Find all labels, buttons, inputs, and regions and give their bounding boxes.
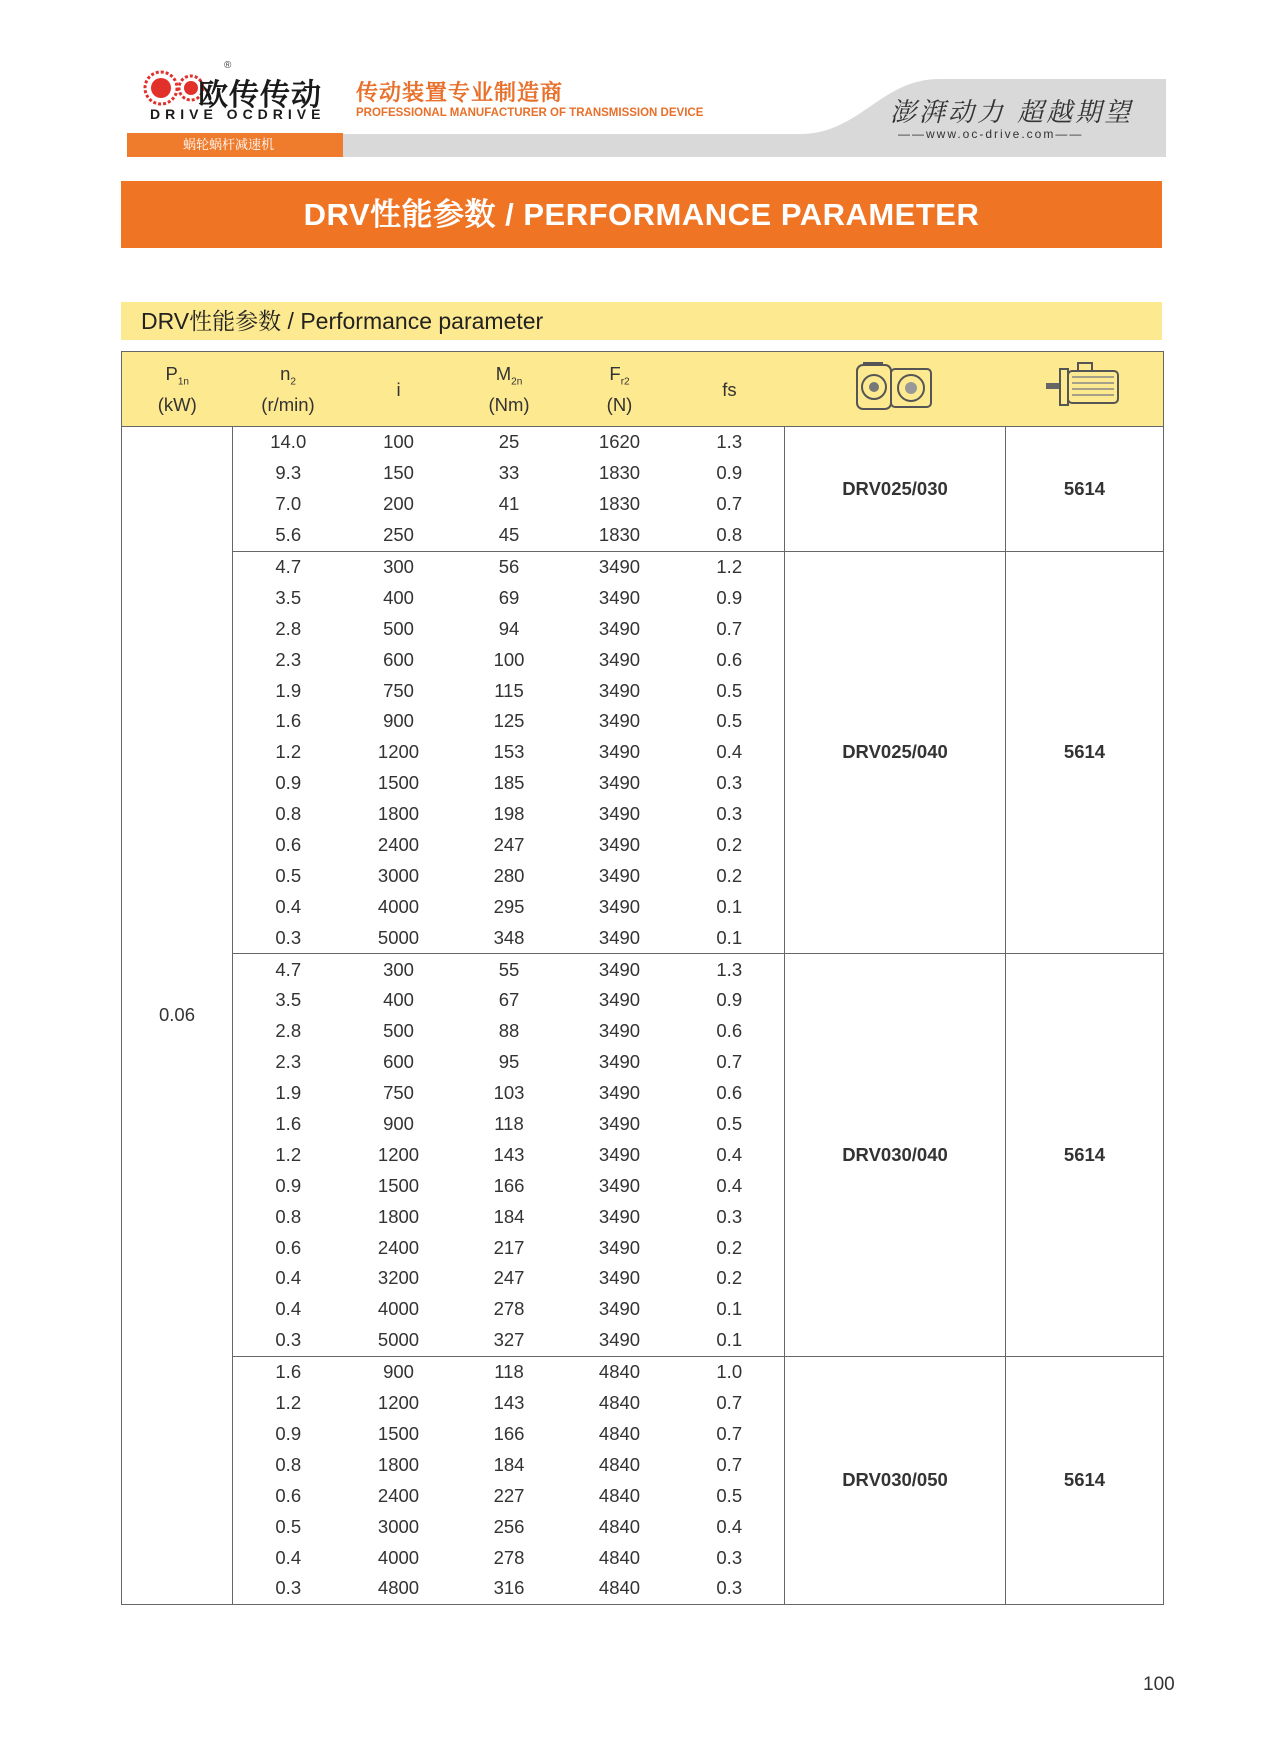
- radial-force-cell: 3490: [565, 1325, 675, 1356]
- motor-code-cell: 5614: [1006, 1356, 1164, 1604]
- torque-cell: 184: [493, 1205, 525, 1227]
- torque-cell: 56: [454, 551, 565, 582]
- page-number: 100: [1143, 1674, 1175, 1695]
- model-cell: DRV030/040: [785, 954, 1006, 1357]
- ratio-cell: 4800: [344, 1573, 454, 1604]
- ratio-cell: 1200: [377, 741, 420, 763]
- service-factor-cell: 0.3: [716, 772, 743, 794]
- torque-cell: 316: [454, 1573, 565, 1604]
- ratio-cell: 500: [383, 617, 414, 639]
- torque-cell: 247: [493, 834, 525, 856]
- service-factor-cell: 0.3: [716, 1205, 743, 1227]
- input-speed-cell: 0.3: [233, 1573, 344, 1604]
- ratio-cell: 250: [344, 520, 454, 551]
- ratio-cell: 300: [344, 551, 454, 582]
- input-speed-cell: 0.3: [233, 1325, 344, 1356]
- input-speed-cell: 0.6: [275, 834, 302, 856]
- service-factor-cell: 1.3: [675, 954, 785, 985]
- input-speed-cell: 1.6: [275, 710, 302, 732]
- radial-force-cell: 3490: [598, 741, 641, 763]
- torque-cell: 217: [493, 1236, 525, 1258]
- radial-force-cell: 1830: [598, 493, 641, 515]
- brand-name-en: DRIVE OCDRIVE: [150, 106, 326, 122]
- table-row: [122, 1356, 1164, 1387]
- service-factor-cell: 0.9: [716, 989, 743, 1011]
- input-speed-cell: 0.6: [275, 1236, 302, 1258]
- torque-cell: 125: [493, 710, 525, 732]
- torque-cell: 295: [493, 895, 525, 917]
- radial-force-cell: 4840: [598, 1546, 641, 1568]
- input-speed-cell: 4.7: [233, 551, 344, 582]
- ratio-cell: 1200: [377, 1392, 420, 1414]
- performance-table: [121, 351, 1164, 1605]
- input-speed-cell: 0.8: [275, 1453, 302, 1475]
- torque-cell: 143: [493, 1392, 525, 1414]
- radial-force-cell: 3490: [598, 586, 641, 608]
- torque-cell: 88: [498, 1020, 520, 1042]
- radial-force-cell: 3490: [598, 710, 641, 732]
- service-factor-cell: 0.7: [716, 493, 743, 515]
- table-body: [122, 427, 1164, 1605]
- ratio-cell: 900: [383, 710, 414, 732]
- ratio-cell: 600: [383, 1051, 414, 1073]
- radial-force-cell: 4840: [565, 1356, 675, 1387]
- torque-cell: 33: [498, 462, 520, 484]
- input-speed-cell: 9.3: [275, 462, 302, 484]
- radial-force-cell: 3490: [598, 1113, 641, 1135]
- service-factor-cell: 0.7: [716, 1051, 743, 1073]
- input-speed-cell: 0.6: [275, 1484, 302, 1506]
- ratio-cell: 100: [344, 427, 454, 458]
- input-speed-cell: 14.0: [233, 427, 344, 458]
- header-power: $P_{1n}$ (kW): [122, 352, 233, 427]
- ratio-cell: 4000: [377, 1298, 420, 1320]
- service-factor-cell: 0.5: [716, 1113, 743, 1135]
- ratio-cell: 1500: [377, 1174, 420, 1196]
- radial-force-cell: 4840: [598, 1484, 641, 1506]
- radial-force-cell: 3490: [598, 1174, 641, 1196]
- brand-name-cn: 欧传传动: [198, 79, 322, 112]
- input-speed-cell: 2.3: [275, 1051, 302, 1073]
- input-speed-cell: 1.6: [275, 1113, 302, 1135]
- input-speed-cell: 1.9: [275, 679, 302, 701]
- radial-force-cell: 1830: [565, 520, 675, 551]
- radial-force-cell: 3490: [598, 895, 641, 917]
- service-factor-cell: 0.5: [716, 710, 743, 732]
- input-speed-cell: 2.8: [275, 617, 302, 639]
- radial-force-cell: 3490: [598, 1082, 641, 1104]
- radial-force-cell: 3490: [565, 922, 675, 953]
- service-factor-cell: 0.2: [716, 834, 743, 856]
- service-factor-cell: 1.3: [675, 427, 785, 458]
- model-cell: DRV025/040: [785, 551, 1006, 954]
- service-factor-cell: 0.1: [675, 922, 785, 953]
- header-gearbox-image: [785, 352, 1006, 427]
- header-ratio: i: [344, 352, 454, 427]
- tagline-en: PROFESSIONAL MANUFACTURER OF TRANSMISSION DEVICE: [356, 107, 704, 119]
- service-factor-cell: 0.2: [716, 1267, 743, 1289]
- radial-force-cell: 3490: [598, 1205, 641, 1227]
- ratio-cell: 750: [383, 679, 414, 701]
- ratio-cell: 3000: [377, 864, 420, 886]
- radial-force-cell: 3490: [598, 772, 641, 794]
- service-factor-cell: 0.2: [716, 1236, 743, 1258]
- torque-cell: 118: [454, 1356, 565, 1387]
- torque-cell: 247: [493, 1267, 525, 1289]
- page-title-banner: DRV性能参数 / PERFORMANCE PARAMETER: [121, 181, 1162, 248]
- ratio-cell: 400: [383, 989, 414, 1011]
- radial-force-cell: 3490: [598, 617, 641, 639]
- service-factor-cell: 0.4: [716, 741, 743, 763]
- motor-code-cell: 5614: [1006, 427, 1164, 552]
- service-factor-cell: 0.8: [675, 520, 785, 551]
- input-speed-cell: 0.9: [275, 772, 302, 794]
- header-radial-force: $F_{r2}$ (N): [565, 352, 675, 427]
- input-speed-cell: 0.8: [275, 803, 302, 825]
- service-factor-cell: 0.7: [716, 617, 743, 639]
- radial-force-cell: 3490: [598, 1143, 641, 1165]
- input-speed-cell: 5.6: [233, 520, 344, 551]
- table-header-row: [122, 352, 1164, 427]
- input-speed-cell: 7.0: [275, 493, 302, 515]
- service-factor-cell: 0.3: [675, 1573, 785, 1604]
- radial-force-cell: 1620: [565, 427, 675, 458]
- ratio-cell: 1200: [377, 1143, 420, 1165]
- registered-mark: ®: [224, 60, 232, 71]
- service-factor-cell: 0.1: [675, 1325, 785, 1356]
- radial-force-cell: 4840: [598, 1392, 641, 1414]
- input-speed-cell: 0.4: [275, 1546, 302, 1568]
- torque-cell: 166: [493, 1422, 525, 1444]
- input-speed-cell: 0.4: [275, 1267, 302, 1289]
- ratio-cell: 150: [383, 462, 414, 484]
- ratio-cell: 5000: [344, 922, 454, 953]
- ratio-cell: 2400: [377, 1236, 420, 1258]
- torque-cell: 153: [493, 741, 525, 763]
- torque-cell: 118: [494, 1113, 524, 1135]
- radial-force-cell: 3490: [598, 834, 641, 856]
- input-speed-cell: 0.9: [275, 1174, 302, 1196]
- input-speed-cell: 3.5: [275, 586, 302, 608]
- service-factor-cell: 0.3: [716, 1546, 743, 1568]
- radial-force-cell: 3490: [598, 1051, 641, 1073]
- torque-cell: 41: [498, 493, 520, 515]
- input-speed-cell: 0.4: [275, 895, 302, 917]
- ratio-cell: 2400: [377, 1484, 420, 1506]
- torque-cell: 278: [493, 1546, 525, 1568]
- header-input-speed: $n_2$ (r/min): [233, 352, 344, 427]
- motor-icon: [1042, 359, 1126, 415]
- tagline-cn: 传动装置专业制造商: [356, 80, 564, 105]
- service-factor-cell: 0.7: [716, 1392, 743, 1414]
- table-row: [122, 427, 1164, 458]
- radial-force-cell: 3490: [598, 1298, 641, 1320]
- page-header: [0, 0, 1280, 170]
- torque-cell: 69: [498, 586, 520, 608]
- service-factor-cell: 1.2: [675, 551, 785, 582]
- header-motor-image: [1006, 352, 1164, 427]
- radial-force-cell: 4840: [598, 1515, 641, 1537]
- torque-cell: 100: [493, 648, 525, 670]
- input-speed-cell: 1.6: [233, 1356, 344, 1387]
- service-factor-cell: 0.1: [716, 895, 743, 917]
- torque-cell: 327: [454, 1325, 565, 1356]
- input-speed-cell: 4.7: [233, 954, 344, 985]
- table-row: [122, 954, 1164, 985]
- ratio-cell: 3000: [377, 1515, 420, 1537]
- service-factor-cell: 0.6: [716, 648, 743, 670]
- service-factor-cell: 0.7: [716, 1422, 743, 1444]
- slogan: 澎湃动力 超越期望: [890, 98, 1134, 128]
- service-factor-cell: 0.4: [716, 1143, 743, 1165]
- radial-force-cell: 3490: [565, 954, 675, 985]
- radial-force-cell: 3490: [598, 1236, 641, 1258]
- input-speed-cell: 1.2: [275, 1143, 302, 1165]
- website-url: ——www.oc-drive.com——: [898, 127, 1084, 141]
- service-factor-cell: 0.9: [716, 586, 743, 608]
- section-title: DRV性能参数 / Performance parameter: [121, 302, 1162, 340]
- torque-cell: 45: [454, 520, 565, 551]
- ratio-cell: 1800: [377, 803, 420, 825]
- model-cell: DRV025/030: [785, 427, 1006, 552]
- ratio-cell: 1800: [377, 1453, 420, 1475]
- radial-force-cell: 4840: [598, 1422, 641, 1444]
- radial-force-cell: 3490: [598, 989, 641, 1011]
- torque-cell: 143: [493, 1143, 525, 1165]
- motor-code-cell: 5614: [1006, 551, 1164, 954]
- input-speed-cell: 0.5: [275, 1515, 302, 1537]
- service-factor-cell: 0.3: [716, 803, 743, 825]
- torque-cell: 55: [454, 954, 565, 985]
- radial-force-cell: 3490: [598, 1020, 641, 1042]
- torque-cell: 94: [498, 617, 520, 639]
- ratio-cell: 1500: [377, 772, 420, 794]
- ratio-cell: 4000: [377, 1546, 420, 1568]
- ratio-cell: 4000: [377, 895, 420, 917]
- input-speed-cell: 2.3: [275, 648, 302, 670]
- ratio-cell: 3200: [377, 1267, 420, 1289]
- input-speed-cell: 0.4: [275, 1298, 302, 1320]
- service-factor-cell: 0.6: [716, 1082, 743, 1104]
- ratio-cell: 5000: [344, 1325, 454, 1356]
- model-cell: DRV030/050: [785, 1356, 1006, 1604]
- input-speed-cell: 3.5: [275, 989, 302, 1011]
- service-factor-cell: 0.4: [716, 1174, 743, 1196]
- torque-cell: 348: [454, 922, 565, 953]
- motor-code-cell: 5614: [1006, 954, 1164, 1357]
- input-speed-cell: 2.8: [275, 1020, 302, 1042]
- input-speed-cell: 0.9: [275, 1422, 302, 1444]
- radial-force-cell: 1830: [598, 462, 641, 484]
- service-factor-cell: 0.5: [716, 1484, 743, 1506]
- ratio-cell: 900: [383, 1113, 414, 1135]
- torque-cell: 166: [493, 1174, 525, 1196]
- radial-force-cell: 3490: [598, 648, 641, 670]
- ratio-cell: 900: [344, 1356, 454, 1387]
- ratio-cell: 1800: [377, 1205, 420, 1227]
- torque-cell: 184: [493, 1453, 525, 1475]
- radial-force-cell: 4840: [598, 1453, 641, 1475]
- input-speed-cell: 1.2: [275, 741, 302, 763]
- table-row: [122, 551, 1164, 582]
- torque-cell: 95: [498, 1051, 520, 1073]
- radial-force-cell: 3490: [598, 679, 641, 701]
- worm-gearbox-icon: [853, 359, 937, 415]
- service-factor-cell: 0.4: [716, 1515, 743, 1537]
- ratio-cell: 1500: [377, 1422, 420, 1444]
- torque-cell: 278: [493, 1298, 525, 1320]
- input-speed-cell: 0.3: [233, 922, 344, 953]
- service-factor-cell: 0.6: [716, 1020, 743, 1042]
- radial-force-cell: 3490: [598, 864, 641, 886]
- ratio-cell: 300: [344, 954, 454, 985]
- input-speed-cell: 0.8: [275, 1205, 302, 1227]
- service-factor-cell: 0.1: [716, 1298, 743, 1320]
- ratio-cell: 600: [383, 648, 414, 670]
- ratio-cell: 500: [383, 1020, 414, 1042]
- service-factor-cell: 0.2: [716, 864, 743, 886]
- ratio-cell: 200: [383, 493, 414, 515]
- torque-cell: 198: [493, 803, 525, 825]
- input-speed-cell: 1.2: [275, 1392, 302, 1414]
- service-factor-cell: 0.9: [716, 462, 743, 484]
- torque-cell: 256: [493, 1515, 525, 1537]
- input-speed-cell: 1.9: [275, 1082, 302, 1104]
- ratio-cell: 750: [383, 1082, 414, 1104]
- radial-force-cell: 3490: [598, 803, 641, 825]
- header-service-factor: fs: [675, 352, 785, 427]
- torque-cell: 185: [493, 772, 525, 794]
- service-factor-cell: 0.5: [716, 679, 743, 701]
- torque-cell: 25: [454, 427, 565, 458]
- torque-cell: 103: [493, 1082, 525, 1104]
- radial-force-cell: 4840: [565, 1573, 675, 1604]
- input-speed-cell: 0.5: [275, 864, 302, 886]
- service-factor-cell: 0.7: [716, 1453, 743, 1475]
- torque-cell: 67: [498, 989, 520, 1011]
- category-tab: 蜗轮蜗杆减速机: [127, 133, 343, 157]
- header-torque: $M_{2n}$ (Nm): [454, 352, 565, 427]
- power-cell: 0.06: [122, 427, 233, 1605]
- service-factor-cell: 1.0: [675, 1356, 785, 1387]
- ratio-cell: 2400: [377, 834, 420, 856]
- radial-force-cell: 3490: [598, 1267, 641, 1289]
- torque-cell: 115: [494, 679, 524, 701]
- torque-cell: 227: [493, 1484, 525, 1506]
- radial-force-cell: 3490: [565, 551, 675, 582]
- ratio-cell: 400: [383, 586, 414, 608]
- torque-cell: 280: [493, 864, 525, 886]
